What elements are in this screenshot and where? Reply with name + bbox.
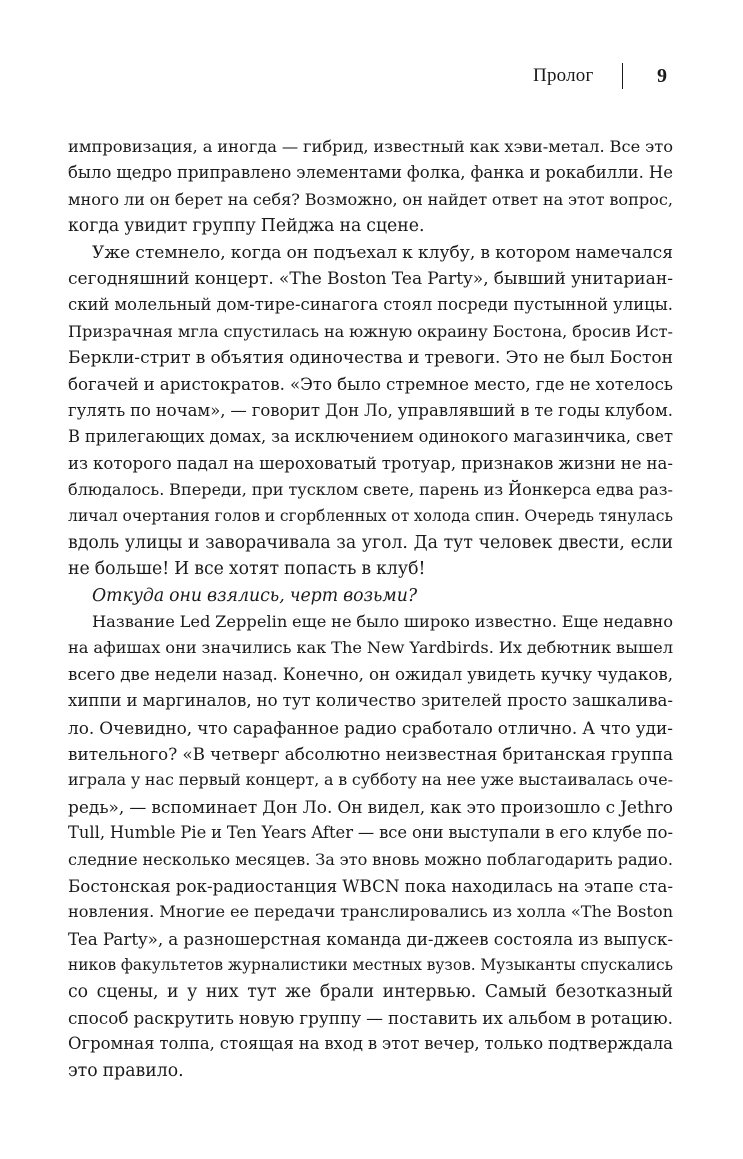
text-line: Уже стемнело, когда он подъехал к клубу, в котором намечался bbox=[92, 242, 673, 263]
text-line: способ раскрутить новую группу — поставить их альбом в ротацию. bbox=[68, 1007, 673, 1028]
text-line: Беркли-стрит в объятия одиночества и тревоги. Это не был Бостон bbox=[68, 348, 673, 369]
section-title: Пролог bbox=[533, 65, 594, 86]
text-line: ников факультетов журналистики местных вузов. Музыканты спускались bbox=[68, 956, 673, 975]
text-line: ский молельный дом-тире-синагога стоял посреди пустынной улицы. bbox=[68, 295, 673, 315]
header-divider bbox=[622, 63, 624, 89]
text-line: было щедро приправлено элементами фолка, фанка и рокабилли. Не bbox=[68, 163, 673, 183]
text-line: всего две недели назад. Конечно, он ожидал увидеть кучку чудаков, bbox=[68, 664, 673, 684]
text-line: В прилегающих домах, за исключением одинокого магазинчика, свет bbox=[68, 427, 673, 447]
text-line: со сцены, и у них тут же брали интервью. Самый безотказный bbox=[68, 981, 673, 1002]
text-line: Призрачная мгла спустилась на южную окраину Бостона, бросив Ист- bbox=[68, 321, 673, 341]
text-line: из которого падал на шероховатый тротуар, признаков жизни не на- bbox=[68, 453, 673, 473]
text-line: блюдалось. Впереди, при тусклом свете, парень из Йонкерса едва раз- bbox=[68, 480, 673, 500]
text-line: сегодняшний концерт. «The Boston Tea Party», бывший унитариан- bbox=[68, 268, 673, 289]
text-line: Tea Party», а разношерстная команда ди-джеев состояла из выпуск- bbox=[68, 928, 673, 949]
text-line: не больше! И все хотят попасть в клуб! bbox=[68, 559, 426, 580]
text-line: личал очертания голов и сгорбленных от холода спин. Очередь тянулась bbox=[68, 507, 673, 526]
body-text bbox=[68, 134, 673, 1084]
text-line: хиппи и маргиналов, но тут количество зрителей просто зашкалива- bbox=[68, 691, 673, 711]
text-line: много ли он берет на себя? Возможно, он найдет ответ на этот вопрос, bbox=[68, 189, 673, 209]
text-line: на афишах они значились как The New Yardbirds. Их дебютник вышел bbox=[68, 638, 673, 658]
text-line: богачей и аристократов. «Это было стремное место, где не хотелось bbox=[68, 374, 673, 394]
text-line: Огромная толпа, стоящая на вход в этот вечер, только подтверждала bbox=[68, 1034, 673, 1054]
text-line: вительного? «В четверг абсолютно неизвестная британская группа bbox=[68, 743, 673, 764]
text-line: ло. Очевидно, что сарафанное радио сработало отлично. А что уди- bbox=[68, 717, 673, 738]
text-line: гулять по ночам», — говорит Дон Ло, управлявший в те годы клубом. bbox=[68, 400, 673, 420]
text-line: играла у нас первый концерт, а в субботу на нее уже выстаивалась оче- bbox=[68, 770, 673, 790]
text-line: когда увидит группу Пейджа на сцене. bbox=[68, 216, 425, 237]
text-line: редь», — вспоминает Дон Ло. Он видел, как это произошло с Jethro bbox=[68, 796, 673, 817]
text-line: новления. Многие ее передачи транслировались из холла «The Boston bbox=[68, 902, 673, 922]
text-line: это правило. bbox=[68, 1060, 184, 1081]
page-number: 9 bbox=[657, 64, 667, 87]
text-line: импровизация, а иногда — гибрид, известный как хэви-метал. Все это bbox=[68, 137, 673, 156]
running-header bbox=[533, 62, 667, 90]
text-line: Tull, Humble Pie и Ten Years After — все они выступали в его клубе по- bbox=[68, 823, 673, 843]
text-line: следние несколько месяцев. За это вновь можно поблагодарить радио. bbox=[68, 849, 673, 869]
text-line: вдоль улицы и заворачивала за угол. Да тут человек двести, если bbox=[68, 532, 673, 553]
italic-thought-line: Откуда они взялись, черт возьми? bbox=[92, 585, 418, 606]
text-line: Бостонская рок-радиостанция WBCN пока находилась на этапе ста- bbox=[68, 875, 673, 896]
text-line: Название Led Zeppelin еще не было широко известно. Еще недавно bbox=[92, 612, 673, 632]
